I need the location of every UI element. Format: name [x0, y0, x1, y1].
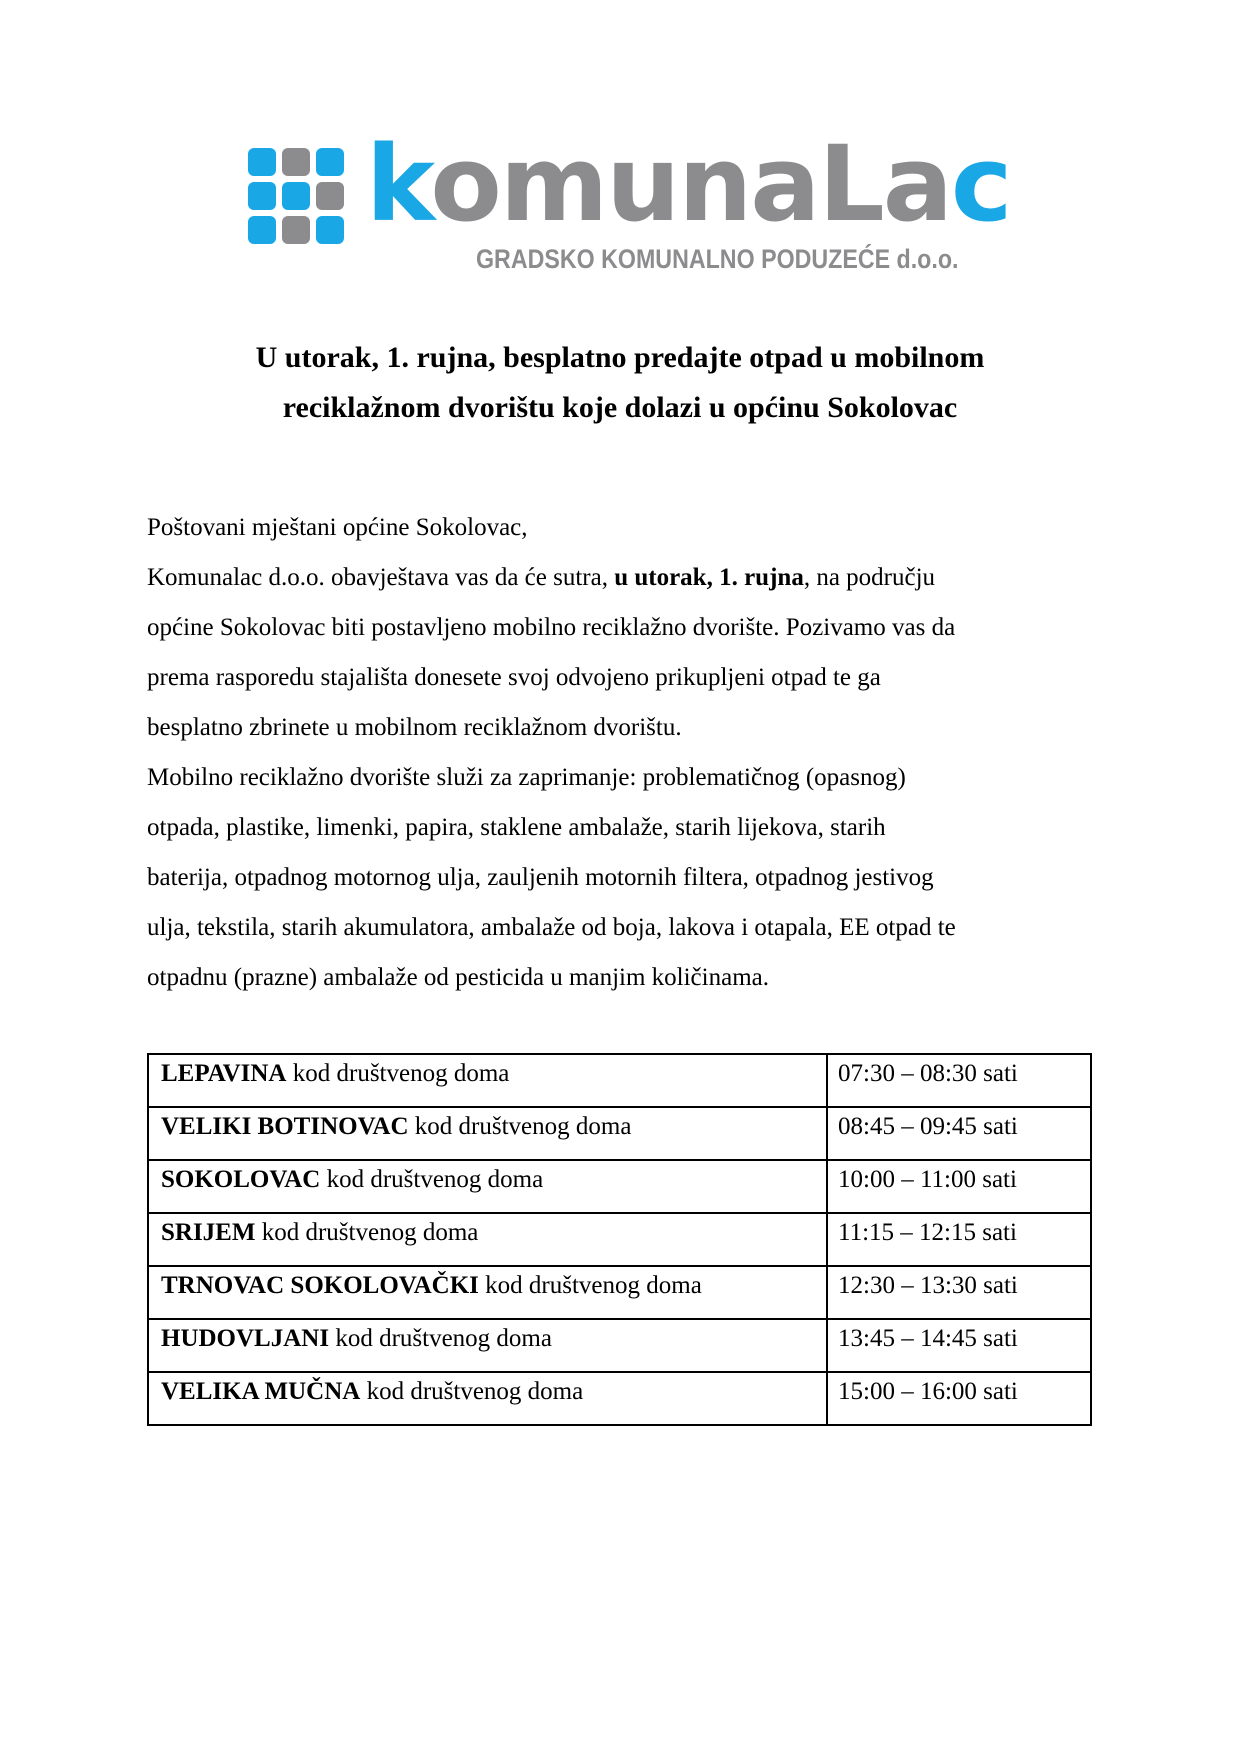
- greeting: Poštovani mještani općine Sokolovac,: [147, 514, 528, 541]
- place-name: LEPAVINA: [161, 1060, 287, 1087]
- time-cell: 08:45 – 09:45 sati: [827, 1107, 1091, 1160]
- place-name: VELIKI BOTINOVAC: [161, 1113, 409, 1140]
- paragraph-line: baterija, otpadnog motornog ulja, zauljenih motornih filtera, otpadnog jestivog: [147, 864, 934, 891]
- schedule-row: [148, 1213, 1091, 1266]
- time-cell: 07:30 – 08:30 sati: [827, 1054, 1091, 1107]
- title-line: reciklažnom dvorištu koje dolazi u općinu Sokolovac: [282, 391, 958, 424]
- place-suffix: kod društvenog doma: [320, 1166, 544, 1193]
- location-cell: [148, 1266, 827, 1319]
- paragraph-line: Mobilno reciklažno dvorište služi za zaprimanje: problematičnog (opasnog): [147, 764, 906, 791]
- place-suffix: kod društvenog doma: [329, 1325, 552, 1352]
- logo-cell: [282, 148, 310, 176]
- logo-letters-middle: omunaLa: [430, 123, 951, 245]
- logo-cell: [282, 216, 310, 244]
- paragraph-line: općine Sokolovac biti postavljeno mobilno reciklažno dvorište. Pozivamo vas da: [147, 614, 956, 641]
- logo-cell: [282, 182, 310, 210]
- place-name: VELIKA MUČNA: [161, 1378, 361, 1405]
- location-cell: [148, 1372, 827, 1425]
- text-span: Komunalac d.o.o. obavještava vas da će sutra,: [147, 564, 615, 591]
- logo-letter-c: c: [950, 123, 1011, 245]
- logo-cell: [316, 216, 344, 244]
- place-suffix: kod društvenog doma: [408, 1113, 632, 1140]
- logo-letter-k: k: [366, 123, 431, 245]
- paragraph-line: ulja, tekstila, starih akumulatora, ambalaže od boja, lakova i otapala, EE otpad te: [147, 914, 956, 941]
- time-cell: 12:30 – 13:30 sati: [827, 1266, 1091, 1319]
- komunalac-logo: [248, 123, 1011, 276]
- logo-grid-icon: [248, 148, 344, 244]
- paragraph-line: [147, 553, 1107, 603]
- place-name: HUDOVLJANI: [161, 1325, 330, 1352]
- location-cell: [148, 1213, 827, 1266]
- logo-cell: [248, 148, 276, 176]
- time-cell: 11:15 – 12:15 sati: [827, 1213, 1091, 1266]
- schedule-row: [148, 1107, 1091, 1160]
- location-cell: [148, 1160, 827, 1213]
- place-name: SRIJEM: [161, 1219, 256, 1246]
- logo-subtitle: GRADSKO KOMUNALNO PODUZEĆE d.o.o.: [476, 244, 959, 274]
- date-emphasis: u utorak, 1. rujna: [614, 564, 804, 591]
- place-suffix: kod društvenog doma: [255, 1219, 479, 1246]
- time-cell: 15:00 – 16:00 sati: [827, 1372, 1091, 1425]
- logo-wordmark: [366, 123, 1011, 245]
- place-name: TRNOVAC SOKOLOVAČKI: [161, 1272, 479, 1299]
- paragraph-line: otpada, plastike, limenki, papira, staklene ambalaže, starih lijekova, starih: [147, 814, 886, 841]
- location-cell: [148, 1054, 827, 1107]
- location-cell: [148, 1319, 827, 1372]
- schedule-row: [148, 1372, 1091, 1425]
- location-cell: [148, 1107, 827, 1160]
- text-span: , na području: [803, 564, 936, 591]
- paragraph-line: besplatno zbrinete u mobilnom reciklažnom dvorištu.: [147, 714, 682, 741]
- logo-cell: [316, 148, 344, 176]
- logo-cell: [248, 216, 276, 244]
- body-text: [147, 503, 1107, 1003]
- logo-cell: [248, 182, 276, 210]
- schedule-row: [148, 1054, 1091, 1107]
- time-cell: 10:00 – 11:00 sati: [827, 1160, 1091, 1213]
- logo-cell: [316, 182, 344, 210]
- title-line: U utorak, 1. rujna, besplatno predajte otpad u mobilnom: [255, 341, 985, 374]
- place-suffix: kod društvenog doma: [360, 1378, 584, 1405]
- schedule-table: [147, 1053, 1092, 1426]
- place-suffix: kod društvenog doma: [286, 1060, 510, 1087]
- place-name: SOKOLOVAC: [161, 1166, 321, 1193]
- time-cell: 13:45 – 14:45 sati: [827, 1319, 1091, 1372]
- schedule-row: [148, 1319, 1091, 1372]
- document-title: [120, 333, 1120, 433]
- paragraph-line: prema rasporedu stajališta donesete svoj odvojeno prikupljeni otpad te ga: [147, 664, 881, 691]
- schedule-row: [148, 1160, 1091, 1213]
- place-suffix: kod društvenog doma: [478, 1272, 702, 1299]
- schedule-row: [148, 1266, 1091, 1319]
- paragraph-line: otpadnu (prazne) ambalaže od pesticida u manjim količinama.: [147, 964, 769, 991]
